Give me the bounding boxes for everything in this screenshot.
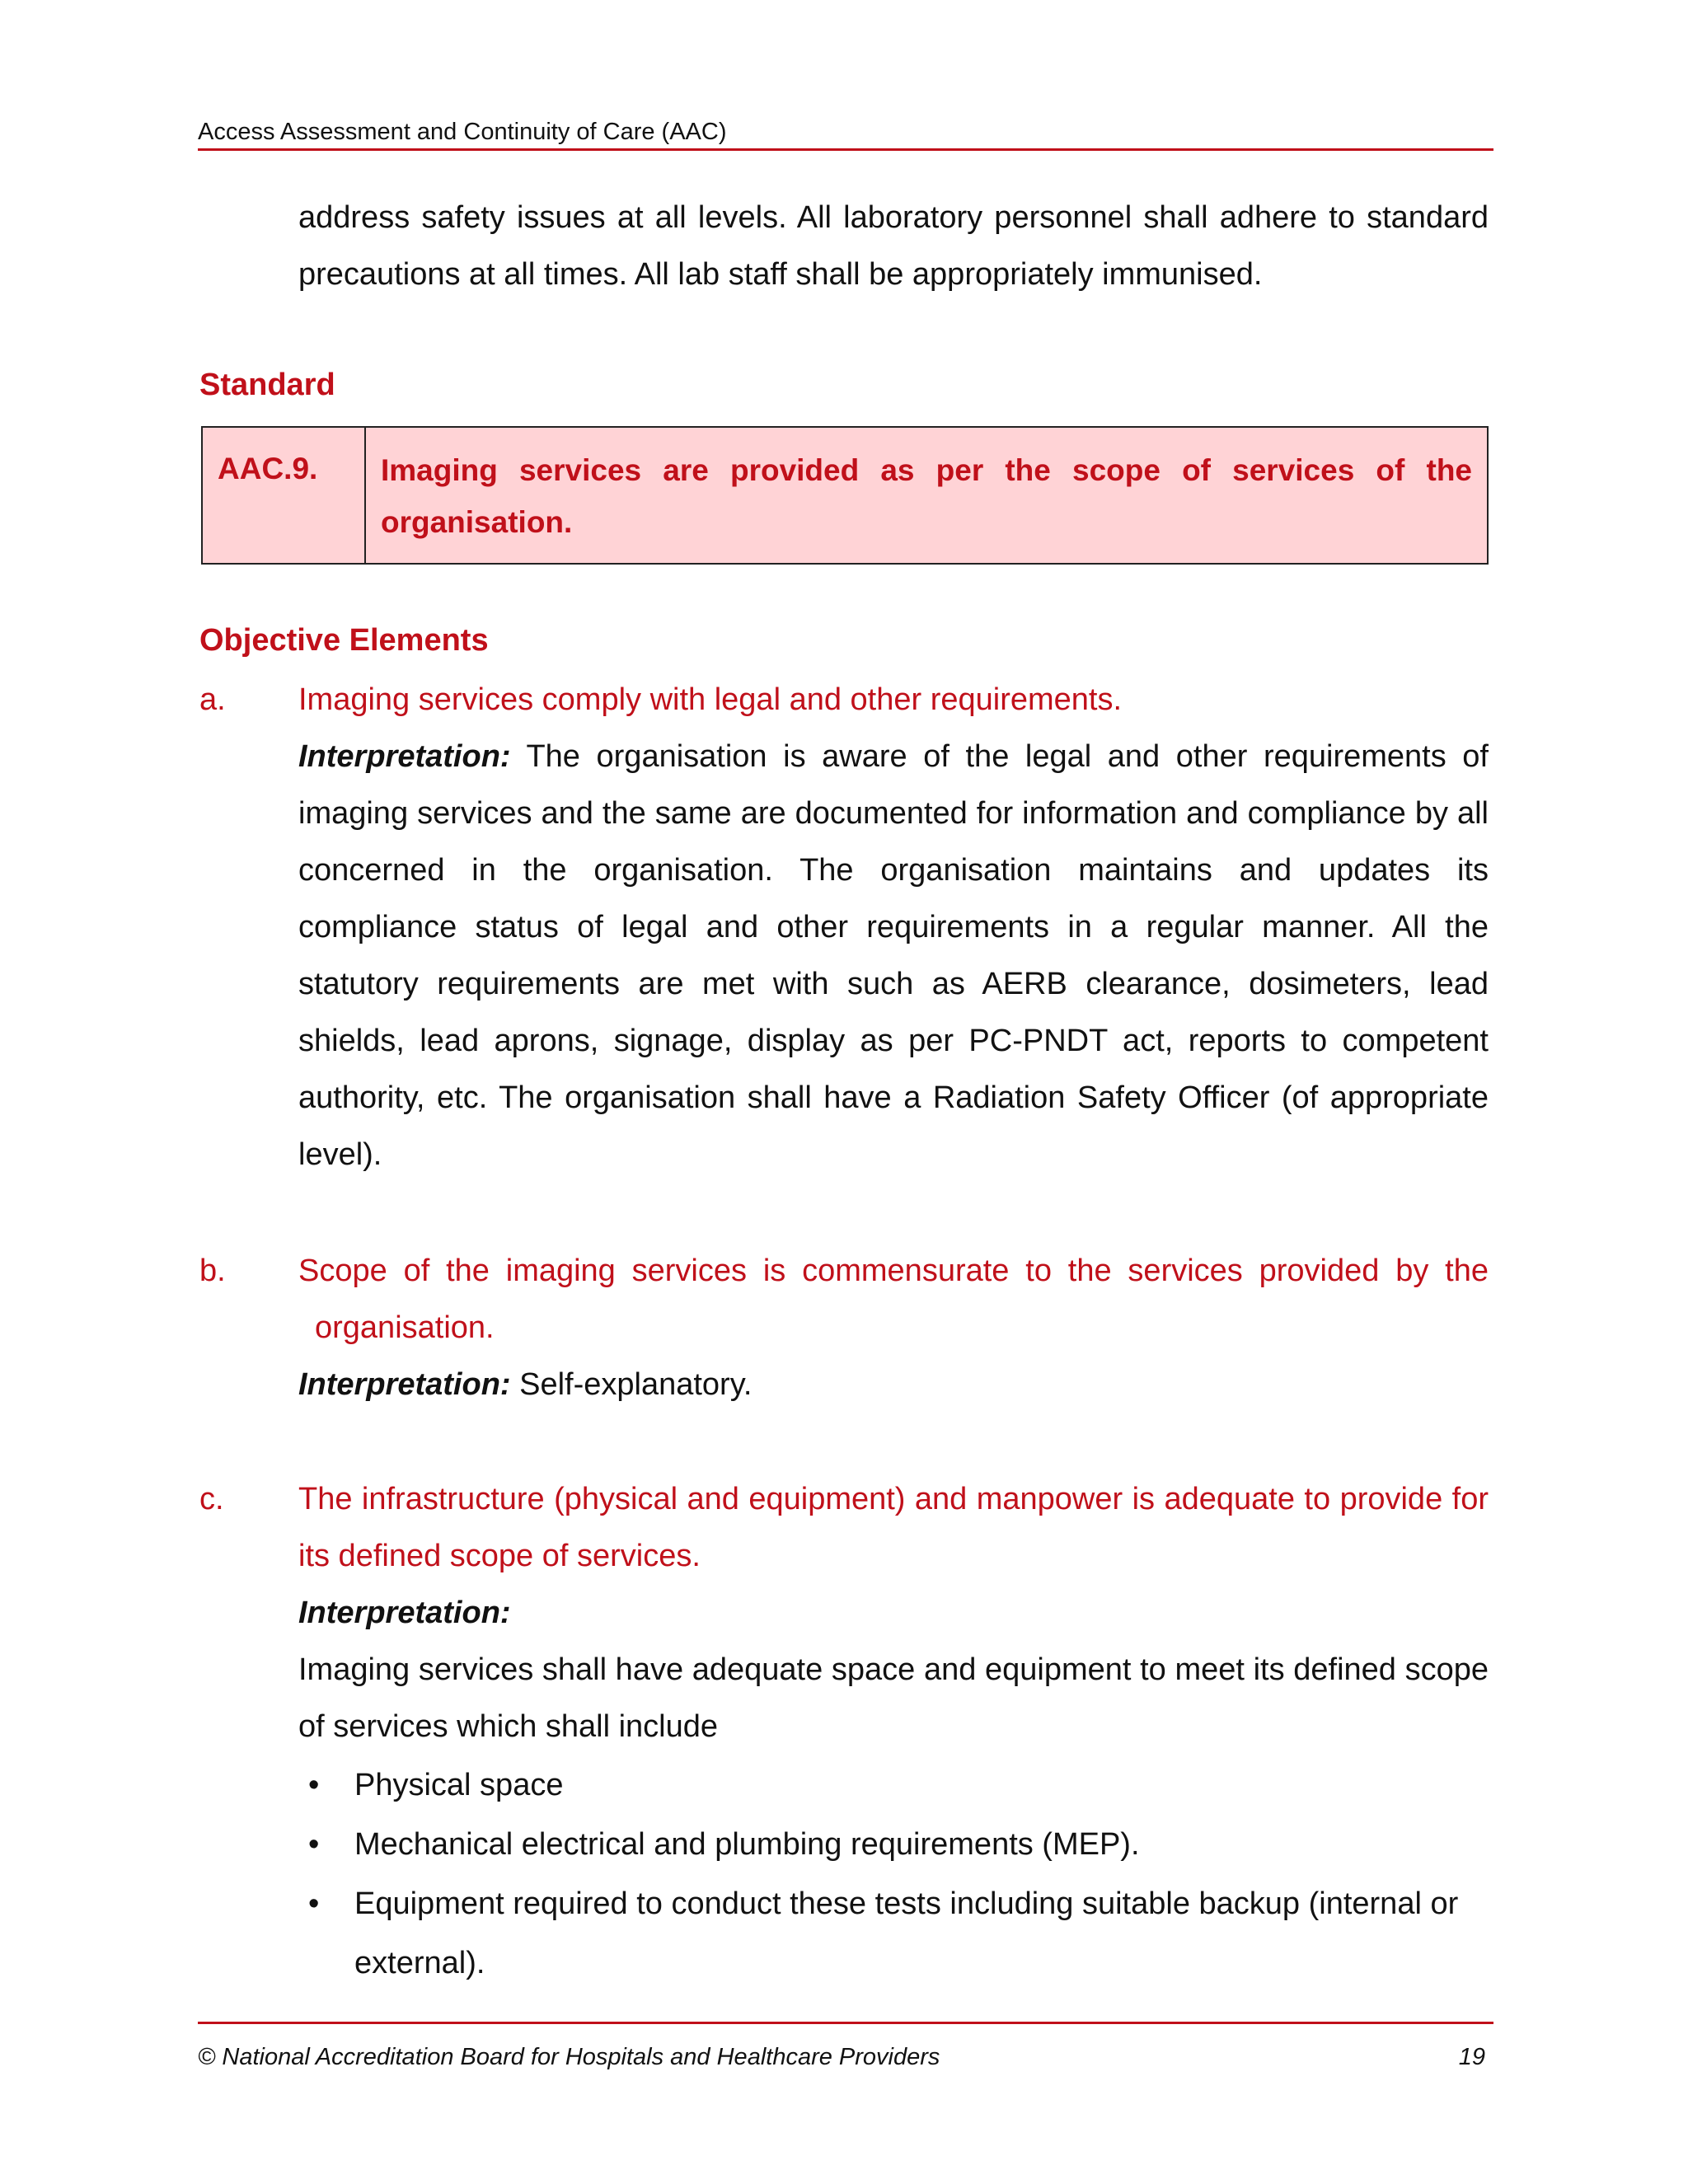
interpretation-text-c: Imaging services shall have adequate space and equipment to meet its defined scope of services which shall include bbox=[298, 1652, 1489, 1744]
page-header bbox=[198, 115, 1493, 151]
objective-marker-a: a. bbox=[199, 682, 226, 717]
standard-text: Imaging services are provided as per the scope of services of the organisation. bbox=[381, 453, 1472, 539]
list-item: • Equipment required to conduct these tests including suitable backup (internal or external). bbox=[298, 1874, 1489, 1993]
interpretation-b bbox=[298, 1357, 1489, 1413]
page-footer bbox=[198, 2022, 1493, 2074]
objective-element-b bbox=[298, 1243, 1489, 1413]
objective-marker-c: c. bbox=[199, 1482, 224, 1516]
copyright-text: © National Accreditation Board for Hospitals and Healthcare Providers bbox=[198, 2044, 940, 2070]
objective-element-a bbox=[298, 672, 1489, 1183]
objective-elements-heading: Objective Elements bbox=[199, 623, 489, 658]
list-item: • Physical space bbox=[298, 1755, 1489, 1815]
objective-marker-b: b. bbox=[199, 1254, 226, 1288]
page-number: 19 bbox=[1458, 2044, 1485, 2070]
objective-element-c bbox=[298, 1471, 1489, 1993]
standard-heading: Standard bbox=[199, 368, 335, 402]
interpretation-a bbox=[298, 729, 1489, 1183]
standard-box bbox=[201, 426, 1489, 565]
interpretation-label: Interpretation: bbox=[298, 739, 511, 774]
list-item: • Mechanical electrical and plumbing requirements (MEP). bbox=[298, 1815, 1489, 1874]
interpretation-text: Self-explanatory. bbox=[510, 1367, 753, 1402]
bullet-icon: • bbox=[308, 1886, 320, 1921]
interpretation-label-c: Interpretation: bbox=[298, 1596, 511, 1630]
objective-title-b-line1: Scope of the imaging services is commensurate to the services provided by the bbox=[298, 1254, 1489, 1288]
bullet-icon: • bbox=[308, 1768, 320, 1802]
requirements-list bbox=[298, 1755, 1489, 1993]
interpretation-label: Interpretation: bbox=[298, 1367, 511, 1402]
interpretation-text: The organisation is aware of the legal and other requirements of imaging services and the same are documented for information and compliance by all concerned in the organisation. The organisation maintains and updates its compliance status of legal and other requirements in a regular manner. All the statutory requirements are met with such as AERB clearance, dosimeters, lead shields, lead aprons, signage, display as per PC-PNDT act, reports to competent authority, etc. The organisation shall have a Radiation Safety Officer (of appropriate level). bbox=[298, 739, 1489, 1172]
intro-paragraph: address safety issues at all levels. All laboratory personnel shall adhere to standard precautions at all times. All lab staff shall be appropriately immunised. bbox=[298, 200, 1489, 292]
running-title: Access Assessment and Continuity of Care (AAC) bbox=[198, 119, 727, 145]
standard-code: AAC.9. bbox=[203, 428, 366, 563]
bullet-icon: • bbox=[308, 1827, 320, 1862]
objective-title-b-line2: organisation. bbox=[315, 1310, 495, 1345]
objective-title-a: Imaging services comply with legal and other requirements. bbox=[298, 682, 1123, 717]
objective-title-c: The infrastructure (physical and equipment) and manpower is adequate to provide for its defined scope of services. bbox=[298, 1482, 1489, 1573]
